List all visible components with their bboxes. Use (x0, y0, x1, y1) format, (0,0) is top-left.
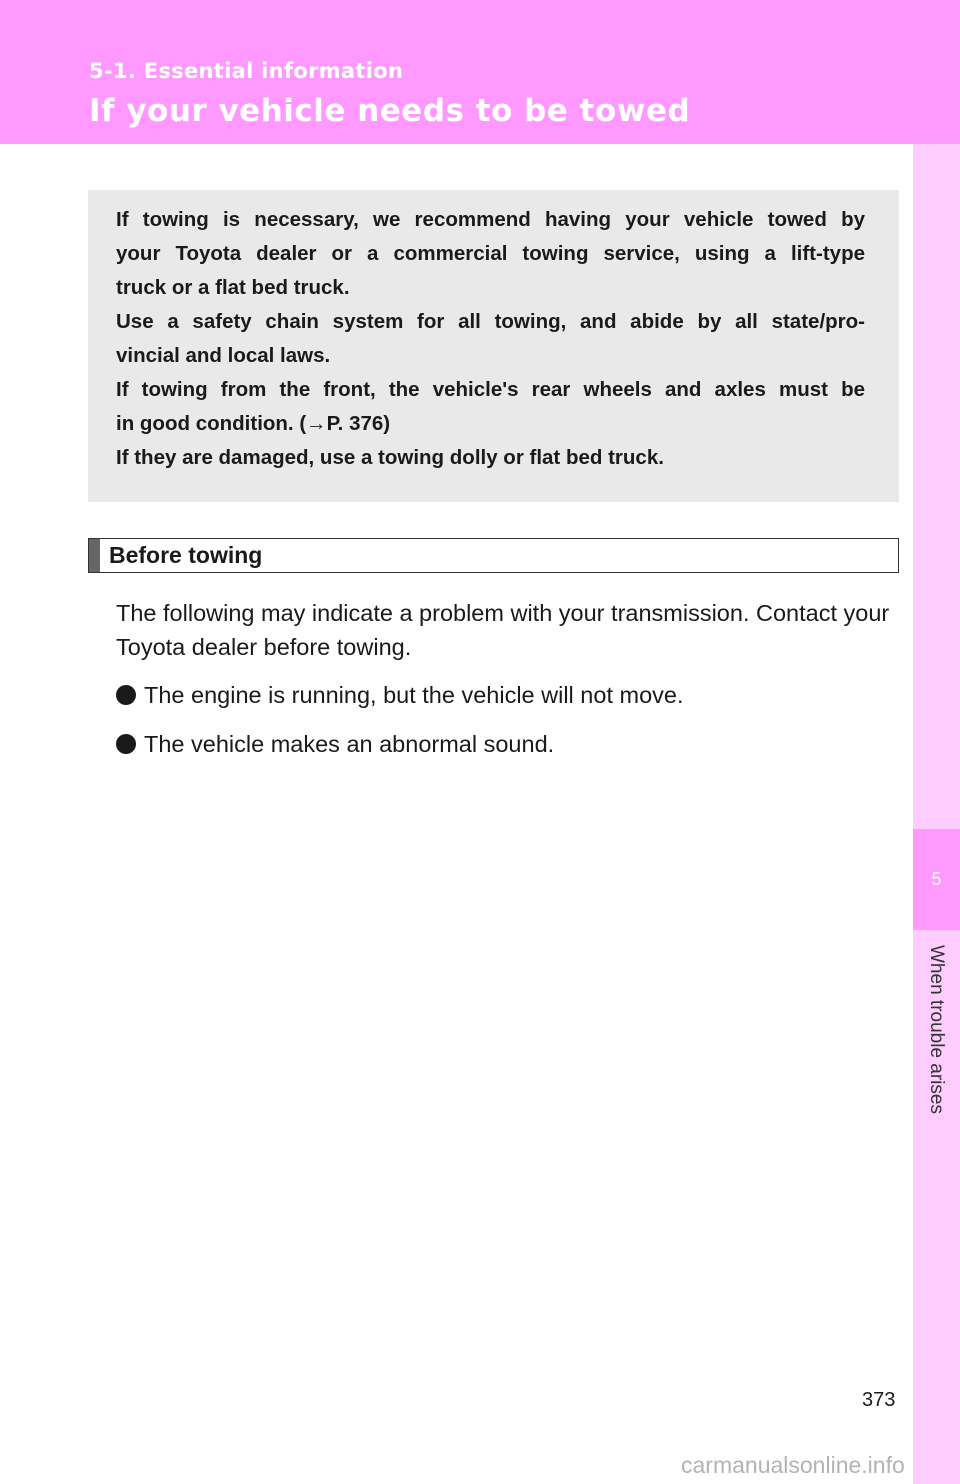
intro-line: truck or a flat bed truck. (116, 276, 350, 299)
watermark: carmanualsonline.info (681, 1452, 905, 1478)
list-item (116, 678, 684, 712)
intro-line: Use a safety chain system for all towing, and abide by all state/pro- (116, 310, 865, 333)
intro-line: If towing is necessary, we recommend having your vehicle towed by (116, 208, 865, 231)
page-header (0, 0, 960, 144)
intro-line: If towing from the front, the vehicle's rear wheels and axles must be (116, 378, 865, 401)
intro-line: If they are damaged, use a towing dolly or flat bed truck. (116, 446, 664, 469)
section-label: 5-1. Essential information (89, 59, 404, 83)
chapter-title: When trouble arises (926, 945, 947, 1114)
list-item-text: The vehicle makes an abnormal sound. (144, 731, 555, 757)
section-heading-box (88, 538, 899, 573)
section-body: The following may indicate a problem with your transmission. Contact your Toyota dealer before towing. (116, 600, 890, 660)
page-number: 373 (862, 1389, 896, 1411)
chapter-tab (913, 829, 960, 930)
intro-line-page-reference (116, 407, 865, 441)
chapter-number: 5 (931, 869, 942, 889)
arrow-right-icon: → (306, 412, 327, 435)
heading-marker-bar (89, 539, 100, 572)
side-strip (913, 144, 960, 1484)
section-heading: Before towing (109, 542, 263, 568)
bullet-icon (116, 734, 136, 754)
intro-line: vincial and local laws. (116, 344, 331, 367)
page-reference-link[interactable]: P. 376) (326, 412, 391, 435)
list-item (116, 727, 554, 761)
intro-box (88, 190, 899, 502)
intro-text: in good condition. ( (116, 412, 307, 435)
page-title: If your vehicle needs to be towed (89, 93, 691, 129)
bullet-icon (116, 685, 136, 705)
intro-line: your Toyota dealer or a commercial towing service, using a lift-type (116, 242, 865, 265)
list-item-text: The engine is running, but the vehicle will not move. (144, 682, 684, 708)
